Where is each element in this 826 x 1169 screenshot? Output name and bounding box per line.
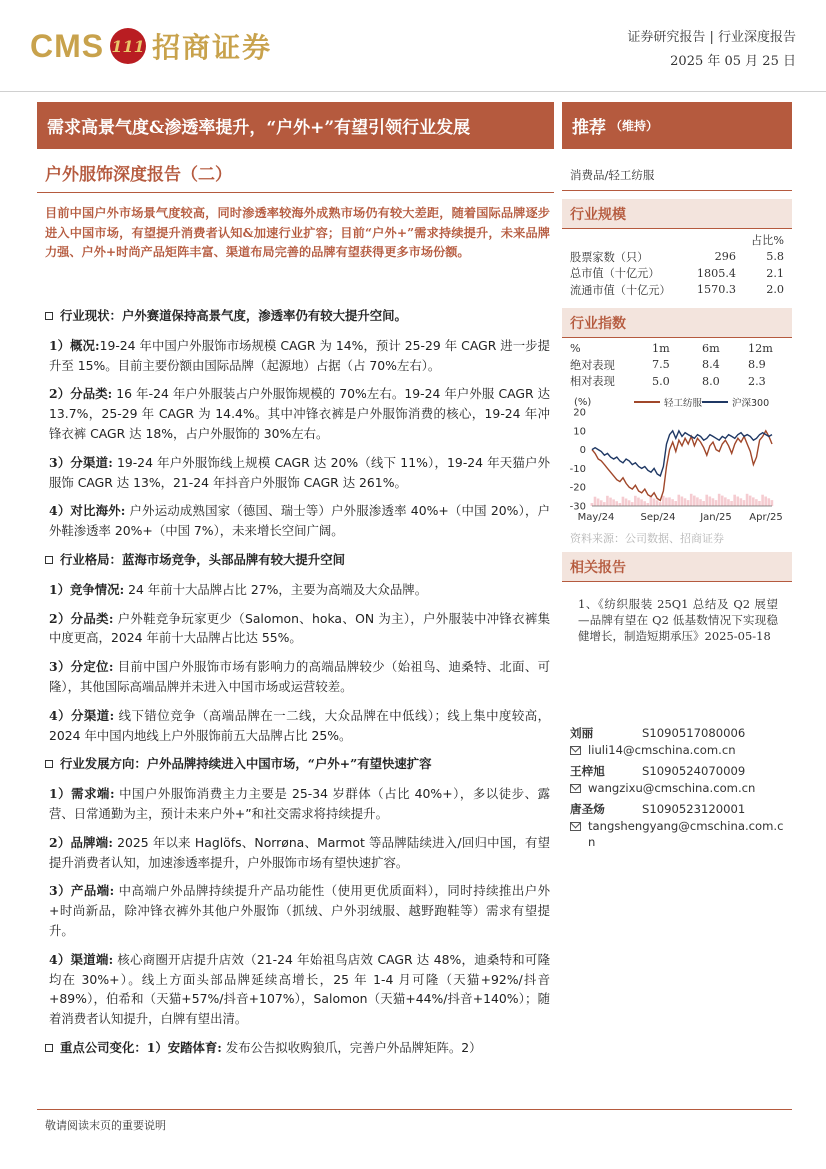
excess-return-bar <box>665 498 668 506</box>
mail-icon <box>570 822 581 831</box>
excess-return-bar <box>736 497 739 507</box>
paragraph-text: 19-24 年户外服饰线上规模 CAGR 达 20%（线下 11%），19-24 年天猫户外服饰 CAGR 达 13%，21-24 年抖音户外服饰 CAGR 达 261%。 <box>49 454 550 490</box>
analyst-name: 唐圣炀 <box>570 802 605 816</box>
legend-label: 轻工纺服 <box>664 398 703 409</box>
excess-return-bar <box>643 501 646 506</box>
paragraph-label: 3）分定位: <box>49 659 114 675</box>
sector-label: 消费品/轻工纺服 <box>570 168 655 182</box>
index-row <box>570 373 788 390</box>
summary-paragraph: 目前中国户外市场景气度较高，同时渗透率较海外成熟市场仍有较大差距，随着国际品牌逐步进入中国市场，有望提升消费者认知&加速行业扩容；目前“户外+”需求持续提升，未来品牌力强、户外+时尚产品矩阵丰富、渠道布局完善的品牌有望获得更多市场份额。 <box>45 206 550 259</box>
excess-return-bar <box>761 495 764 506</box>
paragraph-text: 户外运动成熟国家（德国、瑞士等）户外服渗透率 40%+（中国 20%），户外鞋渗透率 20%+（中国 7%），未来增长空间广阔。 <box>49 503 550 539</box>
scale-cell-value: 1570.3 <box>696 283 736 297</box>
rating-main: 推荐 <box>572 118 606 138</box>
x-tick-label: Sep/24 <box>640 512 676 523</box>
main-content <box>45 306 550 1058</box>
index-header-row <box>570 340 788 357</box>
logo-cms-text: CMS <box>30 27 105 64</box>
page-header <box>0 0 826 92</box>
section-paragraph <box>45 609 550 649</box>
analyst-row <box>570 762 790 780</box>
subtitle-divider <box>37 192 554 193</box>
excess-return-bar <box>702 501 705 506</box>
index-col-2: 6m <box>702 341 720 355</box>
index-cell-v2: 8.0 <box>702 374 720 388</box>
y-tick-label: -30 <box>569 501 586 513</box>
scale-cell-pct: 2.0 <box>766 283 784 297</box>
analyst-name: 王梓旭 <box>570 764 605 778</box>
section-heading-text <box>60 1038 482 1058</box>
excess-return-bar <box>600 500 603 506</box>
excess-return-bar <box>653 499 656 507</box>
excess-return-bar <box>594 497 597 506</box>
section-paragraph <box>45 950 550 1029</box>
section-paragraph <box>45 501 550 541</box>
paragraph-label: 4）对比海外: <box>49 503 126 519</box>
excess-return-bar <box>699 499 702 506</box>
logo-cn-text: 招商证券 <box>152 31 273 64</box>
paragraph-label: 3）分渠道: <box>49 454 113 470</box>
analyst-license-id: S1090517080006 <box>642 726 746 740</box>
excess-return-bar <box>740 498 743 506</box>
excess-return-bar <box>727 499 730 506</box>
analyst-list <box>570 724 790 854</box>
x-tick-label: Jan/25 <box>700 512 732 523</box>
excess-return-bar <box>603 502 606 506</box>
excess-return-bar <box>746 494 749 506</box>
y-tick-label: 0 <box>579 445 586 457</box>
excess-return-bar <box>637 498 640 506</box>
index-cell-v1: 5.0 <box>652 374 670 388</box>
excess-return-bar <box>615 501 618 506</box>
index-table <box>570 340 788 390</box>
excess-return-bar <box>730 501 733 506</box>
analyst-license-id: S1090523120001 <box>642 802 746 816</box>
paragraph-text: 24 年前十大品牌占比 27%，主要为高端及大众品牌。 <box>124 581 428 597</box>
excess-return-bar <box>656 500 659 506</box>
paragraph-text: 中高端户外品牌持续提升产品功能性（使用更优质面料），同时持续推出户外+时尚新品，除冲锋衣裤外其他户外服饰（抓绒、户外羽绒服、越野跑鞋等）需求有望提升。 <box>49 883 550 938</box>
excess-return-bar <box>671 499 674 506</box>
section-heading-text: 行业发展方向：户外品牌持续进入中国市场，“户外+”有望快速扩容 <box>60 756 432 772</box>
section-heading <box>45 754 550 774</box>
section-paragraph <box>45 881 550 940</box>
paragraph-label: 2）分品类: <box>49 386 113 402</box>
section-heading <box>45 1038 550 1058</box>
scale-heading: 行业规模 <box>562 199 792 229</box>
index-col-1: 1m <box>652 341 670 355</box>
excess-return-bar <box>625 499 628 507</box>
section-paragraph <box>45 833 550 873</box>
checkbox-square-icon <box>45 1044 53 1052</box>
analyst-email-row <box>570 742 790 758</box>
rating-sub: （维持） <box>610 119 659 133</box>
excess-return-bar <box>591 503 594 506</box>
analyst-email[interactable]: wangzixu@cmschina.com.cn <box>588 781 756 795</box>
excess-return-bar <box>684 498 687 506</box>
excess-return-bar <box>724 497 727 506</box>
excess-return-bar <box>681 497 684 507</box>
related-report-item[interactable]: 1、《纺织服装 25Q1 总结及 Q2 展望—品牌有望在 Q2 低基数情况下实现稳健增长，制造短期承压》2025-05-18 <box>578 597 778 643</box>
scale-cell-label: 股票家数（只） <box>570 250 649 264</box>
paragraph-label: 1）竞争情况: <box>49 581 125 597</box>
paragraph-label: 2）分品类: <box>49 610 114 626</box>
y-tick-label: 10 <box>573 426 586 438</box>
excess-return-bar <box>758 501 761 506</box>
section-paragraph <box>45 336 550 376</box>
scale-cell-value: 1805.4 <box>696 266 736 280</box>
scale-cell-pct: 2.1 <box>766 266 784 280</box>
excess-return-bar <box>622 497 625 506</box>
excess-return-bar <box>755 499 758 506</box>
section-paragraph <box>45 657 550 697</box>
scale-row <box>570 282 788 299</box>
report-subtitle: 户外服饰深度报告（二） <box>45 165 232 185</box>
sector-divider <box>562 190 792 191</box>
report-date: 2025 年 05 月 25 日 <box>670 54 796 69</box>
paragraph-text: 中国户外服饰消费主力主要是 25-34 岁群体（占比 40%+），多以徒步、露营、日常通勤为主，预计未来户外+”和社交需求将持续提升。 <box>49 786 551 821</box>
scale-rows <box>570 249 788 299</box>
heading-label: 重点公司变化：1）安踏体育: <box>60 1039 222 1055</box>
index-cell-v3: 8.9 <box>748 358 766 372</box>
scale-unit-row <box>570 232 788 249</box>
paragraph-label: 2）品牌端: <box>49 834 113 850</box>
analyst-row <box>570 724 790 742</box>
excess-return-bar <box>687 500 690 506</box>
report-title: 需求高景气度&渗透率提升，“户外+”有望引领行业发展 <box>37 102 554 149</box>
index-cell-label: 相对表现 <box>570 375 615 389</box>
paragraph-label: 4）渠道端: <box>49 951 114 967</box>
excess-return-bar <box>709 497 712 507</box>
analyst-email-row <box>570 818 790 850</box>
analyst-email[interactable]: liuli14@cmschina.com.cn <box>588 743 736 757</box>
section-heading <box>45 550 550 570</box>
analyst-email[interactable]: tangshengyang@cmschina.com.cn <box>588 819 784 849</box>
index-cell-label: 绝对表现 <box>570 358 615 372</box>
x-tick-label: Apr/25 <box>749 512 783 523</box>
index-cell-v3: 2.3 <box>748 374 766 388</box>
y-tick-label: 20 <box>573 407 586 419</box>
checkbox-square-icon <box>45 312 53 320</box>
excess-return-bar <box>612 499 615 506</box>
section-heading <box>45 306 550 326</box>
index-performance-chart <box>562 394 794 530</box>
excess-return-bar <box>668 497 671 506</box>
chart-source: 资料来源：公司数据、招商证券 <box>570 532 724 545</box>
y-tick-label: -10 <box>569 463 586 475</box>
excess-return-bar <box>743 500 746 506</box>
analyst-license-id: S1090524070009 <box>642 764 746 778</box>
index-col-3: 12m <box>748 341 773 355</box>
footer-note: 敬请阅读末页的重要说明 <box>45 1119 166 1132</box>
x-tick-label: May/24 <box>577 512 615 523</box>
mail-icon <box>570 784 581 793</box>
logo-badge-icon: 111 <box>110 28 146 64</box>
paragraph-text: 目前中国户外服饰市场有影响力的高端品牌较少（始祖鸟、迪桑特、北面、可隆），其他国际高端品牌并未进入中国市场或运营较差。 <box>49 659 550 694</box>
section-paragraph <box>45 453 550 493</box>
excess-return-bar <box>640 499 643 506</box>
excess-return-bar <box>705 495 708 506</box>
scale-cell-value: 296 <box>714 250 736 264</box>
y-axis-label: (%) <box>574 397 592 408</box>
index-heading: 行业指数 <box>562 308 792 338</box>
index-rows <box>570 357 788 390</box>
analyst-name: 刘丽 <box>570 726 594 740</box>
excess-return-bar <box>764 497 767 507</box>
excess-return-bar <box>628 500 631 506</box>
scale-cell-label: 总市值（十亿元） <box>570 267 660 281</box>
section-paragraph <box>45 384 550 443</box>
excess-return-bar <box>771 500 774 506</box>
scale-row <box>570 265 788 282</box>
excess-return-bar <box>715 500 718 506</box>
excess-return-bar <box>606 496 609 506</box>
paragraph-label: 3）产品端: <box>49 883 115 899</box>
excess-return-bar <box>749 496 752 506</box>
section-paragraph <box>45 580 550 600</box>
legend-label: 沪深300 <box>732 398 770 409</box>
paragraph-text: 2025 年以来 Haglöfs、Norrøna、Marmot 等品牌陆续进入/回归中国，有望提升消费者认知，加速渗透率提升，户外服饰市场有望快速扩容。 <box>49 834 550 870</box>
paragraph-text: 户外鞋竞争玩家更少（Salomon、hoka、ON 为主），户外服装中冲锋衣裤集中度更高，2024 年前十大品牌占比达 55%。 <box>49 610 550 646</box>
excess-return-bar <box>696 497 699 506</box>
paragraph-text: 19-24 年中国户外服饰市场规模 CAGR 为 14%，预计 25-29 年 CAGR 进一步提升至 15%。目前主要份额由国际品牌（起源地）占据（占 70%左右）。 <box>49 337 550 373</box>
heading-continuation: 发布公告拟收购狼爪，完善户外品牌矩阵。2） <box>221 1039 482 1055</box>
section-heading-text: 行业现状：户外赛道保持高景气度，渗透率仍有较大提升空间。 <box>60 308 407 323</box>
excess-return-bar <box>690 494 693 506</box>
index-cell-v2: 8.4 <box>702 358 720 372</box>
scale-cell-pct: 5.8 <box>766 250 784 264</box>
section-paragraph <box>45 706 550 746</box>
excess-return-bar <box>631 502 634 506</box>
analyst-row <box>570 800 790 818</box>
index-col-0: % <box>570 341 581 355</box>
paragraph-label: 4）分渠道: <box>49 707 115 723</box>
y-tick-label: -20 <box>569 482 586 494</box>
excess-return-bar <box>712 498 715 506</box>
excess-return-bar <box>662 496 665 506</box>
section-paragraph <box>45 784 550 824</box>
paragraph-text: 线下错位竞争（高端品牌在一二线，大众品牌在中低线）；线上集中度较高，2024 年中国内地线上户外服饰前五大品牌占比 25%。 <box>49 707 550 743</box>
scale-cell-label: 流通市值（十亿元） <box>570 283 671 297</box>
excess-return-bar <box>650 497 653 506</box>
excess-return-bar <box>733 495 736 506</box>
excess-return-bar <box>767 498 770 506</box>
excess-return-bar <box>752 497 755 506</box>
excess-return-bar <box>718 494 721 506</box>
related-heading: 相关报告 <box>562 552 792 582</box>
scale-table <box>570 232 788 298</box>
paragraph-text: 核心商圈开店提升店效（21-24 年始祖鸟店效 CAGR 达 48%，迪桑特和可隆均在 30%+）。线上方面头部品牌延续高增长，25 年 1-4 月可隆（天猫+92%/抖音+89%），伯希和（天猫+57%/抖音+107%），Salomon（天猫+44%/抖音+140%）；随着消费者认知提升，白牌有望出清。 <box>49 951 550 1027</box>
excess-return-bar <box>646 503 649 506</box>
paragraph-label: 1）概况: <box>49 337 100 353</box>
paragraph-label: 1）需求端: <box>49 786 115 802</box>
index-cell-v1: 7.5 <box>652 358 670 372</box>
scale-row <box>570 249 788 266</box>
checkbox-square-icon <box>45 556 53 564</box>
rating-badge <box>562 102 792 149</box>
excess-return-bar <box>609 498 612 506</box>
footer-divider <box>37 1109 792 1110</box>
series-line-0 <box>592 431 772 501</box>
report-type: 证券研究报告 | 行业深度报告 <box>627 30 796 45</box>
excess-return-bar <box>674 501 677 506</box>
excess-return-bar <box>619 503 622 506</box>
index-row <box>570 357 788 374</box>
paragraph-text: 16 年-24 年户外服装占户外服饰规模的 70%左右。19-24 年户外服 CAGR 达 13.7%，25-29 年 CAGR 为 14.4%。其中冲锋衣裤是户外服饰消费的核心，19-24 年冲锋衣裤 CAGR 达 18%，占户外服饰的 30%左右。 <box>49 386 550 441</box>
excess-return-bar <box>659 502 662 506</box>
excess-return-bar <box>634 496 637 506</box>
scale-unit-label: 占比% <box>750 234 784 248</box>
analyst-email-row <box>570 780 790 796</box>
excess-return-bar <box>597 499 600 507</box>
mail-icon <box>570 746 581 755</box>
excess-return-bar <box>677 495 680 506</box>
company-logo <box>30 26 272 66</box>
excess-return-bar <box>721 496 724 506</box>
checkbox-square-icon <box>45 760 53 768</box>
section-heading-text: 行业格局：蓝海市场竞争，头部品牌有较大提升空间 <box>60 551 345 567</box>
excess-return-bar <box>693 496 696 506</box>
